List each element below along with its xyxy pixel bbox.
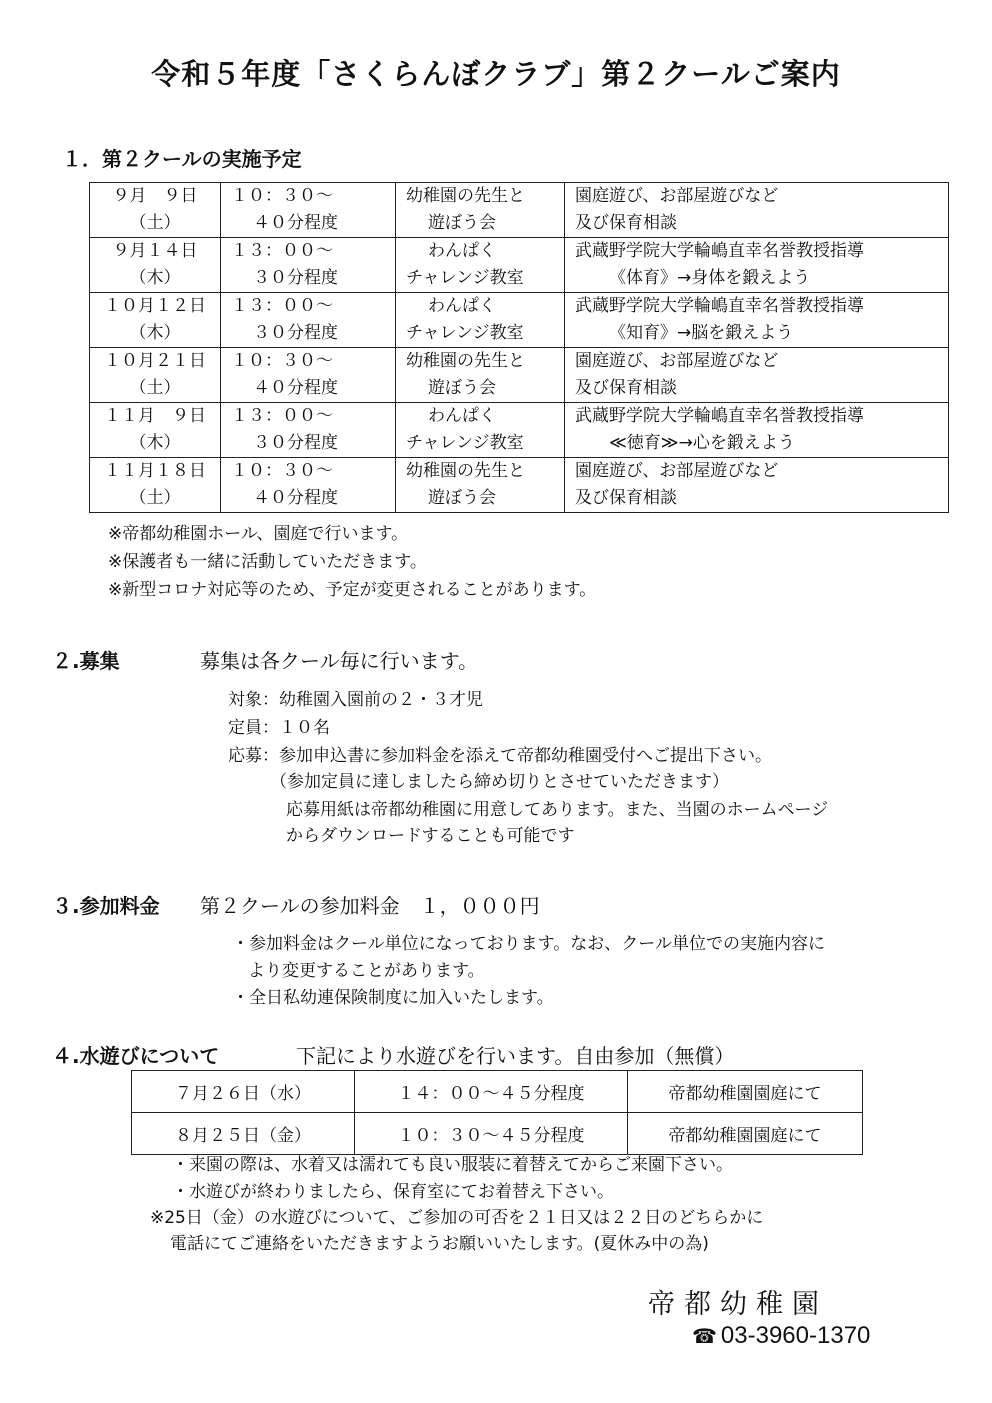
- phone-number: 03-3960-1370: [720, 1322, 871, 1349]
- kindergarten-name: 帝都幼稚園: [648, 1289, 828, 1320]
- schedule-detail-line-2: 及び保育相談: [575, 488, 677, 508]
- recruit-apply: 応募：参加申込書に参加料金を添えて帝都幼稚園受付へご提出下さい。: [228, 746, 772, 766]
- schedule-date-cell: [90, 293, 221, 348]
- schedule-time-line-2: ４０分程度: [253, 378, 338, 398]
- section2-subheading: 募集は各クール毎に行います。: [200, 649, 478, 673]
- schedule-date-line-2: （土）: [129, 213, 181, 233]
- schedule-time-cell: [221, 348, 396, 403]
- schedule-time-cell: [221, 403, 396, 458]
- schedule-time-line-1: １３：００～: [231, 406, 333, 426]
- schedule-activity-line-1: 幼稚園の先生と: [406, 351, 525, 371]
- table-row: [90, 348, 949, 403]
- water-date: ７月２６日（水）: [132, 1071, 355, 1113]
- schedule-detail-line-1: 園庭遊び、お部屋遊びなど: [575, 351, 779, 371]
- schedule-date-cell: [90, 403, 221, 458]
- schedule-detail-line-1: 武蔵野学院大学輪嶋直幸名誉教授指導: [575, 406, 864, 426]
- schedule-activity-line-2: チャレンジ教室: [406, 268, 524, 288]
- schedule-detail-cell: [565, 183, 949, 238]
- schedule-date-cell: [90, 183, 221, 238]
- schedule-activity-line-1: わんぱく: [428, 406, 496, 426]
- section1-note-3: ※新型コロナ対応等のため、予定が変更されることがあります。: [108, 580, 597, 600]
- recruit-form-note-1: 応募用紙は帝都幼稚園に用意してあります。また、当園のホームページ: [286, 800, 829, 820]
- schedule-date-line-1: １１月１８日: [104, 461, 206, 481]
- schedule-date-line-1: １０月１２日: [104, 296, 206, 316]
- recruit-capacity: 定員：１０名: [228, 718, 330, 738]
- schedule-activity-line-2: 遊ぼう会: [428, 378, 496, 398]
- schedule-detail-line-2: ≪徳育≫→心を鍛えよう: [609, 433, 795, 453]
- table-row: [90, 458, 949, 513]
- schedule-time-line-1: １０：３０～: [231, 461, 333, 481]
- schedule-date-cell: [90, 348, 221, 403]
- table-row: [90, 183, 949, 238]
- schedule-date-cell: [90, 238, 221, 293]
- schedule-activity-line-2: 遊ぼう会: [428, 488, 496, 508]
- schedule-detail-cell: [565, 348, 949, 403]
- schedule-activity-cell: [396, 403, 565, 458]
- recruit-apply-note: （参加定員に達しましたら締め切りとさせていただきます）: [270, 772, 729, 792]
- schedule-time-line-1: １０：３０～: [231, 351, 333, 371]
- water-note-1: ・来園の際は、水着又は濡れても良い服装に着替えてからご来園下さい。: [172, 1155, 733, 1175]
- water-place: 帝都幼稚園園庭にて: [628, 1071, 863, 1113]
- schedule-activity-cell: [396, 458, 565, 513]
- water-time: １０：３０～４５分程度: [355, 1113, 628, 1155]
- schedule-date-line-2: （木）: [129, 433, 181, 453]
- schedule-detail-line-2: 及び保育相談: [575, 378, 677, 398]
- water-date: ８月２５日（金）: [132, 1113, 355, 1155]
- water-note-3: ※25日（金）の水遊びについて、ご参加の可否を２１日又は２２日のどちらかに: [150, 1208, 764, 1228]
- schedule-date-line-1: １０月２１日: [104, 351, 206, 371]
- schedule-detail-line-1: 武蔵野学院大学輪嶋直幸名誉教授指導: [575, 296, 864, 316]
- recruit-target: 対象：幼稚園入園前の２・３才児: [228, 690, 483, 710]
- schedule-detail-line-2: 及び保育相談: [575, 213, 677, 233]
- schedule-detail-cell: [565, 238, 949, 293]
- schedule-detail-line-1: 園庭遊び、お部屋遊びなど: [575, 186, 779, 206]
- schedule-time-line-2: ４０分程度: [253, 213, 338, 233]
- fee-note-2: より変更することがあります。: [248, 961, 485, 981]
- schedule-activity-cell: [396, 183, 565, 238]
- schedule-detail-line-2: 《体育》→身体を鍛えよう: [609, 268, 811, 288]
- schedule-activity-line-1: わんぱく: [428, 241, 496, 261]
- schedule-activity-line-2: チャレンジ教室: [406, 323, 524, 343]
- phone-number-line: [692, 1322, 870, 1350]
- schedule-date-line-2: （土）: [129, 488, 181, 508]
- section4-heading: ４.水遊びについて: [52, 1044, 220, 1068]
- water-note-2: ・水遊びが終わりましたら、保育室にてお着替え下さい。: [172, 1182, 614, 1202]
- schedule-activity-line-1: 幼稚園の先生と: [406, 461, 525, 481]
- section1-note-1: ※帝都幼稚園ホール、園庭で行います。: [108, 524, 409, 544]
- section3-heading: ３.参加料金: [52, 894, 160, 918]
- section1-note-2: ※保護者も一緒に活動していただきます。: [108, 552, 427, 572]
- section2-heading: ２.募集: [52, 649, 120, 673]
- schedule-detail-line-2: 《知育》→脳を鍛えよう: [609, 323, 794, 343]
- schedule-time-cell: [221, 293, 396, 348]
- section1-heading: １．第２クールの実施予定: [62, 147, 302, 171]
- schedule-activity-line-2: チャレンジ教室: [406, 433, 524, 453]
- schedule-time-cell: [221, 238, 396, 293]
- water-place: 帝都幼稚園園庭にて: [628, 1113, 863, 1155]
- section4-subheading: 下記により水遊びを行います。自由参加（無償）: [296, 1044, 735, 1068]
- table-row: [132, 1071, 863, 1113]
- fee-note-1: ・参加料金はクール単位になっております。なお、クール単位での実施内容に: [232, 934, 825, 954]
- schedule-date-line-1: １１月 ９日: [104, 406, 206, 426]
- schedule-table: [89, 182, 949, 513]
- table-row: [90, 403, 949, 458]
- schedule-time-line-1: １０：３０～: [231, 186, 333, 206]
- schedule-time-cell: [221, 183, 396, 238]
- schedule-date-line-2: （木）: [129, 323, 181, 343]
- schedule-detail-cell: [565, 293, 949, 348]
- schedule-time-line-2: ３０分程度: [253, 433, 338, 453]
- schedule-activity-line-1: わんぱく: [428, 296, 496, 316]
- water-play-table: [131, 1070, 863, 1155]
- schedule-activity-cell: [396, 293, 565, 348]
- water-note-4: 電話にてご連絡をいただきますようお願いいたします。(夏休み中の為): [170, 1234, 709, 1254]
- schedule-time-line-2: ３０分程度: [253, 323, 338, 343]
- fee-note-3: ・全日私幼連保険制度に加入いたします。: [232, 988, 554, 1008]
- schedule-detail-cell: [565, 403, 949, 458]
- table-row: [90, 238, 949, 293]
- schedule-activity-cell: [396, 348, 565, 403]
- schedule-activity-cell: [396, 238, 565, 293]
- schedule-time-line-1: １３：００～: [231, 241, 333, 261]
- schedule-detail-line-1: 武蔵野学院大学輪嶋直幸名誉教授指導: [575, 241, 864, 261]
- schedule-activity-line-1: 幼稚園の先生と: [406, 186, 525, 206]
- schedule-time-line-1: １３：００～: [231, 296, 333, 316]
- page-title: 令和５年度「さくらんぼクラブ」第２クールご案内: [151, 57, 841, 91]
- schedule-date-line-1: ９月１４日: [112, 241, 198, 261]
- table-row: [90, 293, 949, 348]
- schedule-date-line-1: ９月 ９日: [112, 186, 198, 206]
- schedule-detail-line-1: 園庭遊び、お部屋遊びなど: [575, 461, 779, 481]
- schedule-date-cell: [90, 458, 221, 513]
- schedule-time-cell: [221, 458, 396, 513]
- water-time: １４：００～４５分程度: [355, 1071, 628, 1113]
- schedule-date-line-2: （木）: [129, 268, 181, 288]
- section3-subheading: 第２クールの参加料金 １，０００円: [200, 894, 540, 918]
- recruit-form-note-2: からダウンロードすることも可能です: [286, 826, 575, 846]
- schedule-date-line-2: （土）: [129, 378, 181, 398]
- schedule-time-line-2: ４０分程度: [253, 488, 338, 508]
- telephone-icon: ☎: [692, 1326, 717, 1348]
- schedule-activity-line-2: 遊ぼう会: [428, 213, 496, 233]
- schedule-detail-cell: [565, 458, 949, 513]
- schedule-time-line-2: ３０分程度: [253, 268, 338, 288]
- table-row: [132, 1113, 863, 1155]
